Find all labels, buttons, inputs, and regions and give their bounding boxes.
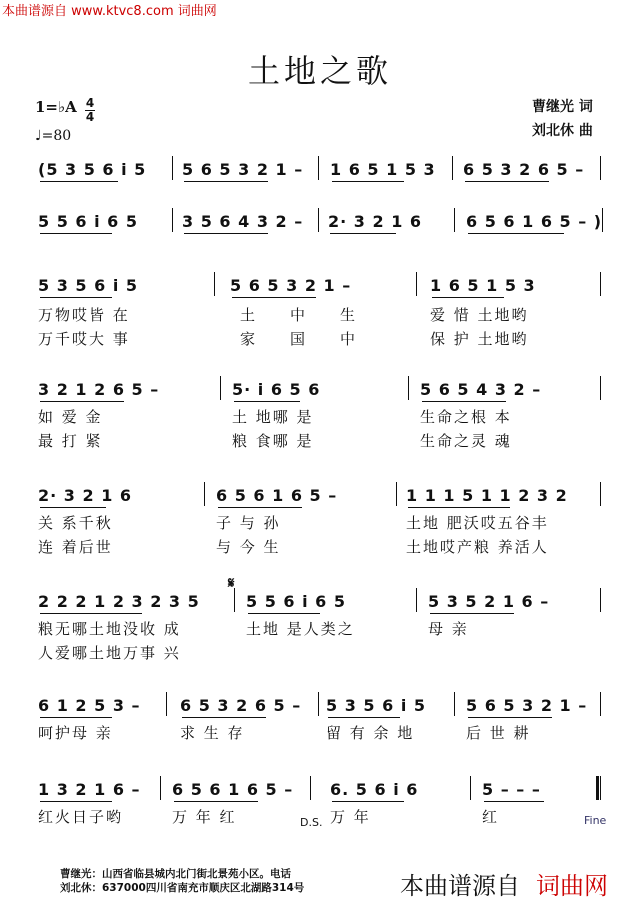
beam-line bbox=[430, 613, 514, 614]
beam-line bbox=[40, 507, 106, 508]
bar-line bbox=[600, 156, 601, 180]
lyric-text: 连 着后世 bbox=[38, 538, 113, 556]
bar-line bbox=[600, 692, 601, 716]
notation-measure: 6. 5 6 i 6 bbox=[330, 780, 419, 799]
final-double-bar bbox=[596, 776, 599, 800]
bar-line bbox=[452, 156, 453, 180]
notation-measure: 5 5 6 i 6 5 bbox=[38, 212, 138, 231]
notation-measure: 6 5 3 2 6 5 – bbox=[463, 160, 585, 179]
notation-measure: 5 3 5 6 i 5 bbox=[326, 696, 426, 715]
notation-measure: 3 2 1 2 6 5 – bbox=[38, 380, 160, 399]
lyricist-credit: 曹继光 词 bbox=[532, 99, 593, 115]
beam-line bbox=[184, 233, 268, 234]
notation-measure: 5 5 6 i 6 5 bbox=[246, 592, 346, 611]
beam-line bbox=[465, 181, 549, 182]
notation-measure: 2· 3 2 1 6 bbox=[328, 212, 423, 231]
beam-line bbox=[330, 233, 396, 234]
lyric-text: 生 bbox=[340, 306, 358, 324]
lyric-text: 万 年 bbox=[330, 808, 371, 826]
notation-measure: 2· 3 2 1 6 bbox=[38, 486, 133, 505]
time-signature-bottom: 4 bbox=[85, 110, 95, 124]
beam-line bbox=[232, 297, 316, 298]
bar-line bbox=[318, 208, 319, 232]
key-signature: 1=♭A bbox=[35, 98, 77, 116]
beam-line bbox=[40, 613, 142, 614]
notation-measure: 5 6 5 3 2 1 – bbox=[230, 276, 352, 295]
bar-line bbox=[600, 776, 601, 800]
beam-line bbox=[40, 401, 124, 402]
beam-line bbox=[408, 507, 510, 508]
bar-line bbox=[470, 776, 471, 800]
lyric-text: 万物哎皆 在 bbox=[38, 306, 130, 324]
bar-line bbox=[220, 376, 221, 400]
notation-measure: 5 3 5 6 i 5 bbox=[38, 276, 138, 295]
lyric-text: 万千哎大 事 bbox=[38, 330, 130, 348]
tempo-marking: ♩=80 bbox=[35, 128, 72, 144]
lyric-text: 后 世 耕 bbox=[466, 724, 531, 742]
lyric-text: 家 bbox=[240, 330, 258, 348]
notation-measure: 3 5 6 4 3 2 – bbox=[182, 212, 304, 231]
lyric-text: 土地 是人类之 bbox=[246, 620, 355, 638]
beam-line bbox=[40, 181, 118, 182]
lyric-text: 中 bbox=[340, 330, 358, 348]
bar-line bbox=[204, 482, 205, 506]
lyric-text: 人爱哪土地万事 兴 bbox=[38, 644, 181, 662]
lyric-text: 关 系千秋 bbox=[38, 514, 113, 532]
bar-line bbox=[172, 156, 173, 180]
bar-line bbox=[416, 272, 417, 296]
lyric-text: 如 爱 金 bbox=[38, 408, 103, 426]
beam-line bbox=[184, 181, 268, 182]
lyric-text: 呵护母 亲 bbox=[38, 724, 113, 742]
bar-line bbox=[600, 588, 601, 612]
lyric-text: 中 bbox=[290, 306, 308, 324]
beam-line bbox=[40, 233, 112, 234]
notation-measure: 1 1 1 5 1 1 2 3 2 bbox=[406, 486, 568, 505]
fine-label: Fine bbox=[584, 814, 607, 827]
composer-credit: 刘北休 曲 bbox=[532, 123, 593, 139]
lyric-text: 土 bbox=[240, 306, 258, 324]
beam-line bbox=[332, 181, 404, 182]
notation-measure: 6 5 6 1 6 5 – bbox=[172, 780, 294, 799]
notation-measure: 5 – – – bbox=[482, 780, 541, 799]
bar-line bbox=[160, 776, 161, 800]
bar-line bbox=[318, 692, 319, 716]
lyric-text: 保 护 土地哟 bbox=[430, 330, 529, 348]
lyric-text: 土地 肥沃哎五谷丰 bbox=[406, 514, 549, 532]
page-title: 土地之歌 bbox=[247, 52, 392, 90]
lyric-text: 生命之根 本 bbox=[420, 408, 512, 426]
beam-line bbox=[40, 297, 112, 298]
notation-measure: (5 3 5 6 i 5 bbox=[38, 160, 147, 179]
notation-measure: 5· i 6 5 6 bbox=[232, 380, 321, 399]
notation-measure: 5 6 5 3 2 1 – bbox=[182, 160, 304, 179]
lyric-text: 与 今 生 bbox=[216, 538, 281, 556]
beam-line bbox=[468, 717, 552, 718]
beam-line bbox=[432, 297, 504, 298]
beam-line bbox=[218, 507, 302, 508]
footer-line-2: 刘北休：637000四川省南充市顺庆区北湖路314号 bbox=[60, 882, 305, 894]
bar-line bbox=[172, 208, 173, 232]
lyric-text: 爱 惜 土地哟 bbox=[430, 306, 529, 324]
bar-line bbox=[454, 692, 455, 716]
bar-line bbox=[408, 376, 409, 400]
notation-measure: 1 6 5 1 5 3 bbox=[330, 160, 436, 179]
notation-measure: 6 5 6 1 6 5 – ) bbox=[466, 212, 603, 231]
beam-line bbox=[248, 613, 320, 614]
notation-measure: 5 6 5 3 2 1 – bbox=[466, 696, 588, 715]
beam-line bbox=[468, 233, 564, 234]
watermark-bottom-source: 本曲谱源自 bbox=[400, 872, 520, 900]
time-signature-top: 4 bbox=[85, 96, 95, 110]
beam-line bbox=[484, 801, 544, 802]
notation-measure: 5 6 5 4 3 2 – bbox=[420, 380, 542, 399]
lyric-text: 子 与 孙 bbox=[216, 514, 281, 532]
watermark-bottom-site: 词曲网 bbox=[536, 872, 608, 900]
lyric-text: 红 bbox=[482, 808, 500, 826]
lyric-text: 母 亲 bbox=[428, 620, 469, 638]
notation-measure: 1 6 5 1 5 3 bbox=[430, 276, 536, 295]
ds-label: D.S. bbox=[300, 816, 323, 829]
bar-line bbox=[600, 376, 601, 400]
bar-line bbox=[454, 208, 455, 232]
bar-line bbox=[318, 156, 319, 180]
time-signature bbox=[85, 97, 95, 124]
beam-line bbox=[40, 801, 112, 802]
bar-line bbox=[602, 208, 603, 232]
bar-line bbox=[396, 482, 397, 506]
notation-measure: 5 3 5 2 1 6 – bbox=[428, 592, 550, 611]
beam-line bbox=[328, 717, 400, 718]
segno-sign: 𝄋 bbox=[228, 574, 235, 592]
lyric-text: 粮无哪土地没收 成 bbox=[38, 620, 181, 638]
lyric-text: 求 生 存 bbox=[180, 724, 245, 742]
notation-measure: 1 3 2 1 6 – bbox=[38, 780, 141, 799]
watermark-top: 本曲谱源自 www.ktvc8.com 词曲网 bbox=[2, 4, 217, 19]
lyric-text: 生命之灵 魂 bbox=[420, 432, 512, 450]
bar-line bbox=[214, 272, 215, 296]
notation-measure: 6 1 2 5 3 – bbox=[38, 696, 141, 715]
notation-measure: 2 2 2 1 2 3 2 3 5 bbox=[38, 592, 200, 611]
lyric-text: 国 bbox=[290, 330, 308, 348]
notation-measure: 6 5 3 2 6 5 – bbox=[180, 696, 302, 715]
lyric-text: 万 年 红 bbox=[172, 808, 237, 826]
beam-line bbox=[332, 801, 404, 802]
bar-line bbox=[600, 482, 601, 506]
lyric-text: 土 地哪 是 bbox=[232, 408, 314, 426]
bar-line bbox=[310, 776, 311, 800]
beam-line bbox=[182, 717, 266, 718]
lyric-text: 红火日子哟 bbox=[38, 808, 124, 826]
lyric-text: 粮 食哪 是 bbox=[232, 432, 314, 450]
lyric-text: 最 打 紧 bbox=[38, 432, 103, 450]
lyric-text: 土地哎产粮 养活人 bbox=[406, 538, 549, 556]
beam-line bbox=[422, 401, 506, 402]
bar-line bbox=[600, 272, 601, 296]
bar-line bbox=[416, 588, 417, 612]
lyric-text: 留 有 余 地 bbox=[326, 724, 415, 742]
bar-line bbox=[166, 692, 167, 716]
footer-line-1: 曹继光：山西省临县城内北门街北景苑小区。电话 bbox=[60, 868, 291, 880]
beam-line bbox=[40, 717, 112, 718]
beam-line bbox=[234, 401, 300, 402]
notation-measure: 6 5 6 1 6 5 – bbox=[216, 486, 338, 505]
beam-line bbox=[174, 801, 258, 802]
